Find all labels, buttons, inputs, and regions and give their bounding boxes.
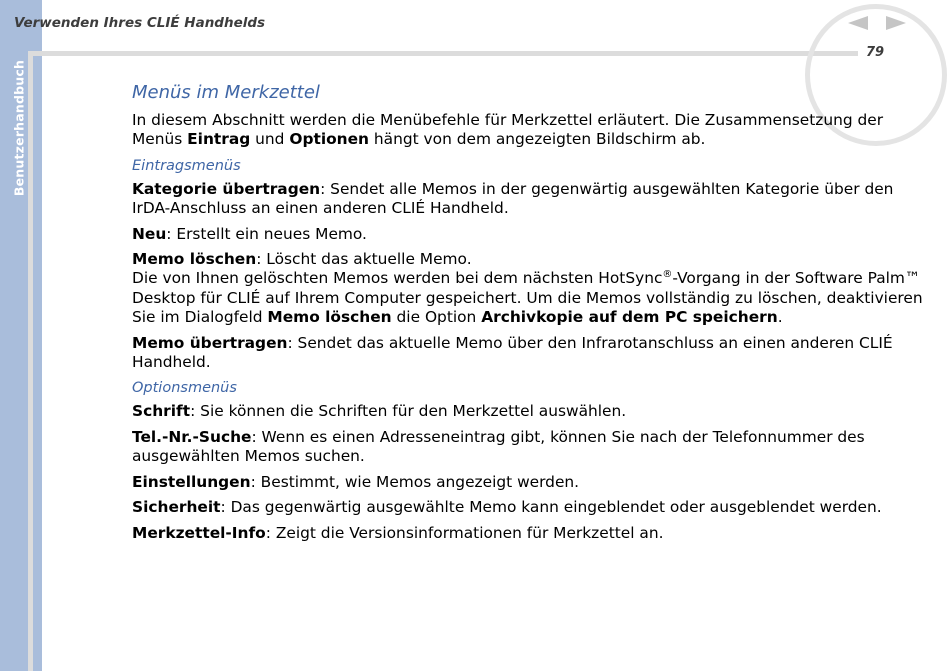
option-term: Merkzettel-Info [132,523,266,542]
entry-term: Memo übertragen [132,333,288,352]
delete-detail: . [777,308,783,327]
option-term: Sicherheit [132,498,221,517]
intro-text: In diesem Abschnitt werden die Menübefehle für Merkzettel erläutert. Die Zusammensetzung der Menüs [132,111,884,149]
entry-term: Kategorie übertragen [132,179,321,198]
option-description: : Sie können die Schriften für den Merkzettel auswählen. [190,402,627,421]
option-item [132,498,932,517]
entry-term: Memo löschen [132,250,257,269]
sidebar-label: Benutzerhandbuch [11,59,27,197]
intro-text: hängt von dem angezeigten Bildschirm ab. [369,130,706,149]
option-item [132,428,932,467]
entry-item [132,225,932,244]
option-item [132,473,932,492]
main-content [132,82,932,549]
option-term: Schrift [132,402,191,421]
intro-text: und [250,130,290,149]
delete-detail: die Option [391,308,482,327]
margin-rule [28,51,33,671]
running-header: Verwenden Ihres CLIÉ Handhelds [14,15,266,31]
option-term: Tel.-Nr.-Suche [132,427,252,446]
intro-term-optionen: Optionen [289,130,370,149]
option-description: : Zeigt die Versionsinformationen für Merkzettel an. [265,523,664,542]
entry-item [132,180,932,219]
section-title: Menüs im Merkzettel [132,82,320,103]
option-description: : Das gegenwärtig ausgewählte Memo kann eingeblendet oder ausgeblendet werden. [220,498,882,517]
registered-mark: ® [662,269,673,281]
entry-description: : Löscht das aktuelle Memo. [256,250,472,269]
delete-detail: Die von Ihnen gelöschten Memos werden bei dem nächsten HotSync [132,269,663,288]
option-item [132,402,932,421]
entry-description: : Sendet das aktuelle Memo über den Infrarotanschluss an einen anderen CLIÉ Handheld. [132,333,893,372]
option-term: Einstellungen [132,472,251,491]
entry-item-delete [132,250,932,328]
intro-term-eintrag: Eintrag [187,130,251,149]
entry-item [132,334,932,373]
entry-menus-heading: Eintragsmenüs [132,157,241,174]
entry-term: Neu [132,224,167,243]
option-menus-heading: Optionsmenüs [132,380,237,397]
entry-description: : Erstellt ein neues Memo. [166,224,367,243]
option-description: : Wenn es einen Adresseneintrag gibt, können Sie nach der Telefonnummer des ausgewählten Memos suchen. [132,427,865,466]
option-item [132,524,932,543]
delete-option-name: Archivkopie auf dem PC speichern [481,308,778,327]
header-rule [28,51,858,56]
entry-description: : Sendet alle Memos in der gegenwärtig ausgewählten Kategorie über den IrDA-Anschluss an einen anderen CLIÉ Handheld. [132,179,894,218]
delete-dialog-name: Memo löschen [267,308,392,327]
sidebar-band [0,0,42,671]
next-page-arrow-icon[interactable] [886,16,906,30]
previous-page-arrow-icon[interactable] [848,16,868,30]
page-number: 79 [866,45,885,60]
intro-paragraph [132,111,932,150]
option-description: : Bestimmt, wie Memos angezeigt werden. [250,472,580,491]
delete-detail: -Vorgang in der Software Palm™ Desktop für CLIÉ auf Ihrem Computer gespeichert. Um die Memos vollständig zu löschen, deaktivieren Sie im Dialogfeld [132,269,923,327]
